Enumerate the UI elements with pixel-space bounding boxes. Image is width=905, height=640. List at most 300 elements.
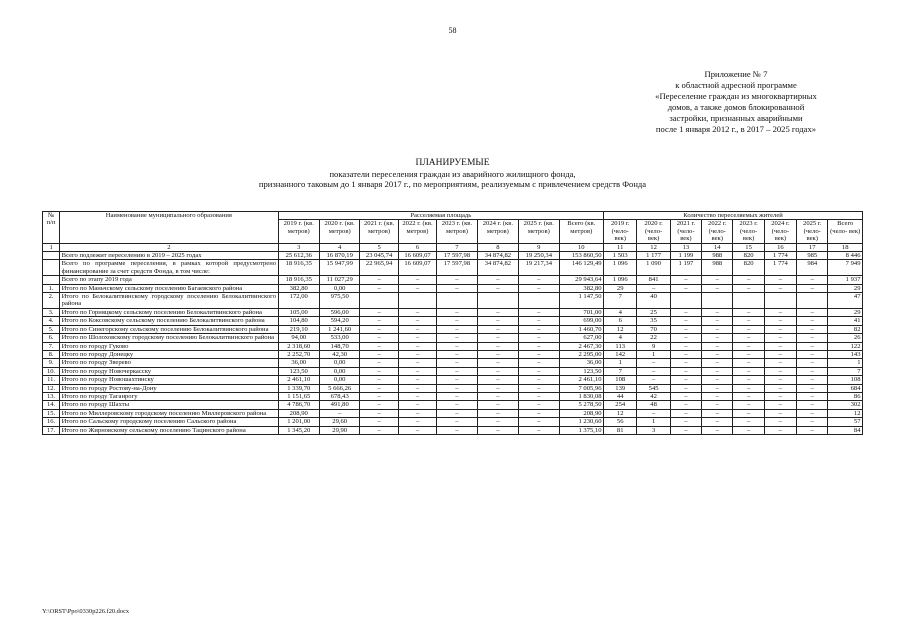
area-value: 16 870,19 — [319, 252, 359, 260]
column-index: 14 — [702, 243, 733, 251]
area-value: – — [437, 325, 477, 333]
column-index: 9 — [519, 243, 559, 251]
area-value: 699,00 — [559, 317, 604, 325]
people-value: 22 — [637, 334, 670, 342]
people-value: 1 096 — [604, 260, 637, 276]
people-value: 985 — [797, 252, 828, 260]
people-value: – — [764, 401, 796, 409]
people-value: – — [670, 426, 701, 434]
people-value: – — [702, 409, 733, 417]
row-number — [43, 260, 60, 276]
area-value: – — [519, 367, 559, 375]
area-value: 382,80 — [559, 284, 604, 292]
people-value: – — [733, 325, 764, 333]
header-row — [43, 212, 863, 220]
appendix-line: Приложение № 7 — [704, 69, 768, 79]
people-value: 29 — [828, 308, 863, 316]
area-value: – — [398, 418, 436, 426]
people-value: – — [702, 334, 733, 342]
people-value: 29 — [828, 284, 863, 292]
area-value: 1 345,20 — [278, 426, 319, 434]
area-value: 17 597,98 — [437, 260, 477, 276]
municipality-name: Итого по городу Ростову-на-Дону — [60, 384, 278, 392]
people-value: – — [797, 384, 828, 392]
people-value: 42 — [637, 392, 670, 400]
area-value: – — [360, 409, 398, 417]
people-value: – — [670, 276, 701, 284]
area-value: – — [477, 401, 518, 409]
area-value: 701,00 — [559, 308, 604, 316]
people-value: – — [797, 367, 828, 375]
area-value: – — [398, 376, 436, 384]
row-number: 13. — [43, 392, 60, 400]
area-value: 678,43 — [319, 392, 359, 400]
people-value: 7 — [828, 367, 863, 375]
people-value — [797, 293, 828, 309]
col-header-people: 2020 г. (чело- век) — [637, 220, 670, 243]
people-value: – — [733, 418, 764, 426]
appendix-note — [621, 69, 851, 135]
area-value: 1 375,10 — [559, 426, 604, 434]
column-index: 8 — [477, 243, 518, 251]
area-value: 172,00 — [278, 293, 319, 309]
people-value: 44 — [604, 392, 637, 400]
area-value: – — [360, 401, 398, 409]
area-value: – — [437, 426, 477, 434]
table-row — [43, 317, 863, 325]
row-number: 5. — [43, 325, 60, 333]
area-value: – — [519, 418, 559, 426]
area-value — [477, 293, 518, 309]
area-value: – — [360, 392, 398, 400]
people-value: – — [764, 376, 796, 384]
area-value: – — [360, 334, 398, 342]
area-value: 0,00 — [319, 284, 359, 292]
people-value: 47 — [828, 293, 863, 309]
column-index: 11 — [604, 243, 637, 251]
file-path-footer: Y:\ORST\Ppo\0330p226.f20.docx — [42, 608, 130, 615]
people-value: 26 — [828, 334, 863, 342]
area-value: – — [360, 350, 398, 358]
area-value: 2 318,60 — [278, 342, 319, 350]
area-value: 1 241,60 — [319, 325, 359, 333]
col-header-area: Всего (кв. метров) — [559, 220, 604, 243]
area-value: – — [437, 384, 477, 392]
people-value: – — [733, 284, 764, 292]
area-value: – — [360, 342, 398, 350]
people-value: – — [733, 359, 764, 367]
area-value: 36,00 — [559, 359, 604, 367]
area-value: – — [477, 359, 518, 367]
column-index: 1 — [43, 243, 60, 251]
area-value: 23 045,74 — [360, 252, 398, 260]
table-row — [43, 359, 863, 367]
page-number: 58 — [448, 26, 457, 35]
area-value: 208,90 — [278, 409, 319, 417]
row-number: 4. — [43, 317, 60, 325]
people-value: – — [797, 284, 828, 292]
people-value: – — [764, 308, 796, 316]
people-value: 86 — [828, 392, 863, 400]
area-value: – — [437, 284, 477, 292]
col-header-people: 2024 г. (чело- век) — [764, 220, 796, 243]
area-value: – — [477, 367, 518, 375]
municipality-name: Итого по Жирновскому сельскому поселению Тацинского района — [60, 426, 278, 434]
people-value: – — [797, 359, 828, 367]
area-value: 1 339,70 — [278, 384, 319, 392]
column-index: 4 — [319, 243, 359, 251]
people-value: 988 — [702, 260, 733, 276]
area-value: – — [519, 317, 559, 325]
area-value: 1 147,50 — [559, 293, 604, 309]
people-value: 7 — [604, 367, 637, 375]
people-value: 9 — [637, 342, 670, 350]
area-value: 105,00 — [278, 308, 319, 316]
people-value: – — [702, 342, 733, 350]
row-number: 8. — [43, 350, 60, 358]
people-value: – — [764, 418, 796, 426]
area-value: 219,10 — [278, 325, 319, 333]
area-value: – — [360, 276, 398, 284]
people-value: – — [670, 284, 701, 292]
people-value: 1 197 — [670, 260, 701, 276]
people-value: – — [764, 367, 796, 375]
people-value: 1 199 — [670, 252, 701, 260]
people-value: 56 — [604, 418, 637, 426]
row-number: 3. — [43, 308, 60, 316]
area-value: – — [519, 308, 559, 316]
area-value: – — [519, 426, 559, 434]
people-value: – — [733, 392, 764, 400]
col-header-people: 2025 г. (чело- век) — [797, 220, 828, 243]
people-value: – — [670, 376, 701, 384]
people-value: 25 — [637, 308, 670, 316]
area-value: 1 201,00 — [278, 418, 319, 426]
area-value: – — [398, 367, 436, 375]
col-header-area: 2022 г. (кв. метров) — [398, 220, 436, 243]
area-value: – — [360, 317, 398, 325]
area-value: – — [519, 342, 559, 350]
row-number: 12. — [43, 384, 60, 392]
people-value: – — [797, 276, 828, 284]
people-value: – — [764, 409, 796, 417]
people-value: – — [797, 334, 828, 342]
col-group-area: Расселяемая площадь — [278, 212, 604, 220]
people-value: – — [670, 350, 701, 358]
area-value: 104,80 — [278, 317, 319, 325]
area-value: 4 786,70 — [278, 401, 319, 409]
people-value: – — [764, 334, 796, 342]
people-value: 1 937 — [828, 276, 863, 284]
area-value: 42,30 — [319, 350, 359, 358]
municipality-name: Всего по этапу 2019 года — [60, 276, 278, 284]
area-value: – — [437, 367, 477, 375]
area-value: – — [398, 317, 436, 325]
people-value: 1 — [637, 418, 670, 426]
people-value: – — [797, 325, 828, 333]
area-value: 19 250,34 — [519, 252, 559, 260]
area-value: 19 217,34 — [519, 260, 559, 276]
area-value: – — [398, 308, 436, 316]
area-value: – — [398, 392, 436, 400]
people-value: – — [702, 350, 733, 358]
area-value: 208,90 — [559, 409, 604, 417]
area-value: 18 916,35 — [278, 260, 319, 276]
area-value: – — [398, 401, 436, 409]
people-value: 143 — [828, 350, 863, 358]
area-value: – — [398, 325, 436, 333]
people-value: 108 — [604, 376, 637, 384]
area-value: 123,50 — [278, 367, 319, 375]
row-number — [43, 276, 60, 284]
area-value: – — [477, 342, 518, 350]
people-value: – — [702, 317, 733, 325]
column-index: 10 — [559, 243, 604, 251]
area-value: – — [477, 317, 518, 325]
people-value: – — [670, 418, 701, 426]
area-value: – — [477, 284, 518, 292]
people-value: 4 — [604, 334, 637, 342]
people-value: 81 — [604, 426, 637, 434]
municipality-name: Итого по городу Таганрогу — [60, 392, 278, 400]
table-row — [43, 392, 863, 400]
area-value: – — [519, 392, 559, 400]
area-value: – — [437, 376, 477, 384]
municipality-name: Итого по городу Гуково — [60, 342, 278, 350]
area-value: 22 965,94 — [360, 260, 398, 276]
area-value: 5 278,50 — [559, 401, 604, 409]
area-value: – — [398, 359, 436, 367]
column-index: 7 — [437, 243, 477, 251]
area-value: 0,00 — [319, 359, 359, 367]
area-value: 533,00 — [319, 334, 359, 342]
people-value: – — [733, 426, 764, 434]
table-row — [43, 342, 863, 350]
people-value: – — [797, 401, 828, 409]
people-value: – — [733, 384, 764, 392]
people-value: 1 — [828, 359, 863, 367]
people-value: – — [702, 384, 733, 392]
col-header-people: Всего (чело- век) — [828, 220, 863, 243]
col-header-area: 2021 г. (кв. метров) — [360, 220, 398, 243]
people-value: 139 — [604, 384, 637, 392]
people-value: 122 — [828, 342, 863, 350]
area-value: – — [519, 401, 559, 409]
col-header-people: 2022 г. (чело- век) — [702, 220, 733, 243]
title-main: ПЛАНИРУЕМЫЕ — [415, 158, 490, 168]
people-value: – — [702, 401, 733, 409]
area-value: 15 947,99 — [319, 260, 359, 276]
area-value: 36,00 — [278, 359, 319, 367]
people-value: – — [637, 359, 670, 367]
row-number: 17. — [43, 426, 60, 434]
people-value: 6 — [604, 317, 637, 325]
area-value: 25 612,36 — [278, 252, 319, 260]
people-value: – — [797, 392, 828, 400]
area-value: 975,50 — [319, 293, 359, 309]
people-value: – — [797, 426, 828, 434]
area-value: 1 230,60 — [559, 418, 604, 426]
area-value: – — [437, 401, 477, 409]
people-value: – — [797, 317, 828, 325]
people-value: – — [670, 325, 701, 333]
area-value: – — [437, 359, 477, 367]
people-value: – — [702, 426, 733, 434]
area-value: – — [477, 376, 518, 384]
appendix-line: «Переселение граждан из многоквартирных — [655, 91, 817, 101]
people-value: 82 — [828, 325, 863, 333]
people-value: – — [733, 334, 764, 342]
area-value: – — [360, 426, 398, 434]
area-value: – — [437, 334, 477, 342]
document-title — [0, 158, 905, 190]
column-index: 16 — [764, 243, 796, 251]
table-row — [43, 293, 863, 309]
area-value: 148,70 — [319, 342, 359, 350]
people-value: 12 — [604, 409, 637, 417]
table-row — [43, 376, 863, 384]
area-value: – — [519, 376, 559, 384]
area-value: – — [398, 350, 436, 358]
area-value: – — [437, 276, 477, 284]
area-value: – — [519, 409, 559, 417]
area-value: 16 609,07 — [398, 252, 436, 260]
people-value: 254 — [604, 401, 637, 409]
area-value: – — [437, 418, 477, 426]
people-value — [764, 293, 796, 309]
col-header-area: 2024 г. (кв. метров) — [477, 220, 518, 243]
title-line: показатели переселения граждан из аварийного жилищного фонда, — [329, 168, 576, 179]
area-value: 11 027,29 — [319, 276, 359, 284]
area-value: 16 609,07 — [398, 260, 436, 276]
area-value: – — [398, 342, 436, 350]
people-value: – — [797, 409, 828, 417]
people-value: – — [670, 317, 701, 325]
municipality-name: Итого по городу Зверево — [60, 359, 278, 367]
municipality-name: Итого по Горняцкому сельскому поселению Белокалитвинского района — [60, 308, 278, 316]
col-header-area: 2023 г. (кв. метров) — [437, 220, 477, 243]
col-header-people: 2023 г. (чело- век) — [733, 220, 764, 243]
area-value: – — [477, 350, 518, 358]
people-value: – — [670, 367, 701, 375]
appendix-line: к областной адресной программе — [675, 80, 797, 90]
area-value: – — [398, 426, 436, 434]
municipality-name: Итого по Белокалитвинскому городскому поселению Белокалитвинского района — [61, 293, 277, 308]
area-value: 29 943,64 — [559, 276, 604, 284]
people-value: – — [764, 426, 796, 434]
people-value: 41 — [828, 317, 863, 325]
people-value: 48 — [637, 401, 670, 409]
area-value: – — [477, 409, 518, 417]
area-value: – — [477, 384, 518, 392]
people-value: – — [637, 284, 670, 292]
area-value: 146 129,49 — [559, 260, 604, 276]
table-row — [43, 308, 863, 316]
people-value: – — [764, 384, 796, 392]
column-index: 2 — [60, 243, 278, 251]
area-value: – — [437, 409, 477, 417]
people-value: – — [797, 342, 828, 350]
table-row — [43, 276, 863, 284]
people-value: – — [764, 359, 796, 367]
area-value: 17 597,98 — [437, 252, 477, 260]
area-value: – — [437, 308, 477, 316]
area-value: 153 860,50 — [559, 252, 604, 260]
row-number: 14. — [43, 401, 60, 409]
people-value: – — [764, 284, 796, 292]
resettlement-table — [42, 211, 863, 435]
area-value: 5 666,26 — [319, 384, 359, 392]
table-row — [43, 418, 863, 426]
people-value: – — [670, 409, 701, 417]
table-row — [43, 350, 863, 358]
area-value: 0,00 — [319, 376, 359, 384]
people-value: – — [733, 308, 764, 316]
row-number: 9. — [43, 359, 60, 367]
col-header-num: № п/п — [43, 212, 60, 244]
people-value: 1 090 — [637, 260, 670, 276]
area-value: 2 461,10 — [278, 376, 319, 384]
row-number: 16. — [43, 418, 60, 426]
column-index: 3 — [278, 243, 319, 251]
col-header-area: 2025 г. (кв. метров) — [519, 220, 559, 243]
table-row — [43, 367, 863, 375]
people-value: – — [637, 367, 670, 375]
area-value: 34 874,82 — [477, 252, 518, 260]
area-value: – — [477, 418, 518, 426]
people-value: – — [702, 418, 733, 426]
column-index: 13 — [670, 243, 701, 251]
area-value: – — [398, 284, 436, 292]
area-value: – — [519, 284, 559, 292]
people-value: 4 — [604, 308, 637, 316]
area-value: – — [519, 359, 559, 367]
area-value: – — [477, 426, 518, 434]
column-index-row — [43, 243, 863, 251]
municipality-name: Итого по городу Новочеркасску — [60, 367, 278, 375]
people-value: 29 — [604, 284, 637, 292]
people-value: – — [702, 308, 733, 316]
area-value: – — [360, 367, 398, 375]
people-value: 841 — [637, 276, 670, 284]
people-value: 70 — [637, 325, 670, 333]
row-number: 15. — [43, 409, 60, 417]
area-value: – — [477, 276, 518, 284]
area-value: – — [360, 384, 398, 392]
table-row — [43, 334, 863, 342]
people-value: 988 — [702, 252, 733, 260]
area-value: – — [360, 418, 398, 426]
people-value: – — [733, 376, 764, 384]
people-value: – — [764, 350, 796, 358]
municipality-name: Итого по городу Шахты — [60, 401, 278, 409]
row-number — [43, 252, 60, 260]
area-value: 29,60 — [319, 418, 359, 426]
people-value: 820 — [733, 252, 764, 260]
col-header-people: 2021 г. (чело- век) — [670, 220, 701, 243]
area-value: 2 295,00 — [559, 350, 604, 358]
people-value: – — [764, 276, 796, 284]
area-value: – — [477, 308, 518, 316]
row-number: 6. — [43, 334, 60, 342]
people-value: – — [764, 317, 796, 325]
people-value — [702, 293, 733, 309]
column-index: 6 — [398, 243, 436, 251]
people-value: – — [797, 308, 828, 316]
people-value: 3 — [637, 426, 670, 434]
area-value: 29,90 — [319, 426, 359, 434]
col-header-people: 2019 г. (чело- век) — [604, 220, 637, 243]
